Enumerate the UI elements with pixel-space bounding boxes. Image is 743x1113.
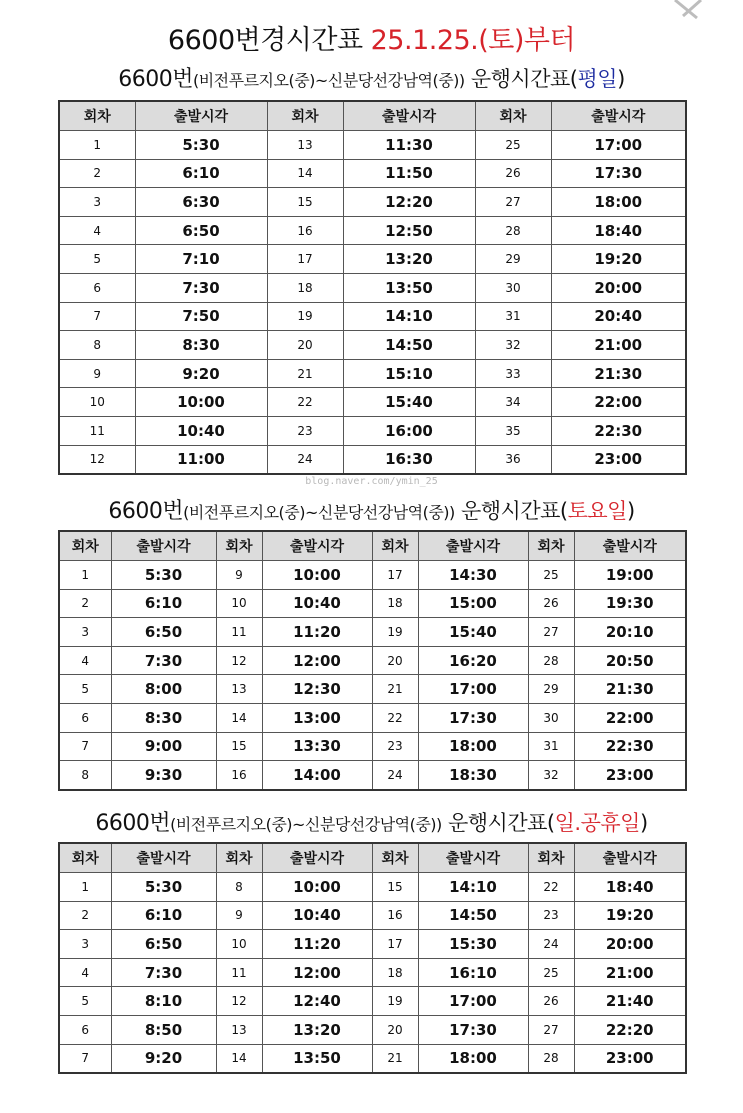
round-number-cell: 20 (372, 646, 418, 675)
round-number-cell: 18 (267, 273, 343, 302)
departure-time-cell: 20:50 (574, 646, 686, 675)
departure-time-cell: 17:30 (551, 159, 686, 188)
round-number-cell: 20 (267, 331, 343, 360)
header-round: 회차 (267, 101, 343, 131)
saturday-section-title (0, 494, 743, 525)
header-depart-time: 출발시각 (418, 843, 528, 873)
round-number-cell: 11 (59, 416, 135, 445)
round-number-cell: 17 (372, 930, 418, 959)
departure-time-cell: 7:10 (135, 245, 267, 274)
round-number-cell: 31 (528, 732, 574, 761)
round-number-cell: 10 (216, 589, 262, 618)
departure-time-cell: 10:40 (262, 589, 372, 618)
day-type-weekday: 평일 (577, 67, 618, 91)
round-number-cell: 6 (59, 273, 135, 302)
departure-time-cell: 22:20 (574, 1015, 686, 1044)
departure-time-cell: 8:50 (111, 1015, 216, 1044)
departure-time-cell: 5:30 (111, 873, 216, 902)
table-row (59, 1044, 686, 1073)
paren-close: ) (626, 499, 635, 523)
header-round: 회차 (59, 101, 135, 131)
departure-time-cell: 15:00 (418, 589, 528, 618)
header-round: 회차 (59, 531, 111, 561)
departure-time-cell: 21:40 (574, 987, 686, 1016)
day-type-saturday: 토요일 (567, 499, 627, 523)
table-row (59, 958, 686, 987)
paren-open: ( (569, 67, 578, 91)
departure-time-cell: 10:00 (262, 873, 372, 902)
round-number-cell: 18 (372, 589, 418, 618)
table-header-row (59, 101, 686, 131)
round-number-cell: 35 (475, 416, 551, 445)
round-number-cell: 14 (267, 159, 343, 188)
round-number-cell: 31 (475, 302, 551, 331)
round-number-cell: 23 (267, 416, 343, 445)
departure-time-cell: 22:00 (574, 703, 686, 732)
round-number-cell: 2 (59, 901, 111, 930)
header-depart-time: 출발시각 (262, 531, 372, 561)
departure-time-cell: 10:40 (135, 416, 267, 445)
departure-time-cell: 8:10 (111, 987, 216, 1016)
departure-time-cell: 16:10 (418, 958, 528, 987)
departure-time-cell: 7:30 (111, 646, 216, 675)
round-number-cell: 9 (59, 359, 135, 388)
watermark: blog.naver.com/ymin_25 (305, 476, 438, 487)
departure-time-cell: 18:00 (418, 732, 528, 761)
holiday-schedule-table (58, 842, 687, 1074)
round-number-cell: 12 (216, 987, 262, 1016)
departure-time-cell: 12:00 (262, 646, 372, 675)
round-number-cell: 16 (372, 901, 418, 930)
round-number-cell: 5 (59, 675, 111, 704)
table-row (59, 732, 686, 761)
departure-time-cell: 14:50 (343, 331, 475, 360)
header-depart-time: 출발시각 (551, 101, 686, 131)
round-number-cell: 24 (372, 761, 418, 790)
departure-time-cell: 19:00 (574, 561, 686, 590)
table-row (59, 675, 686, 704)
departure-time-cell: 6:50 (135, 216, 267, 245)
departure-time-cell: 14:10 (343, 302, 475, 331)
paren-close: ) (639, 811, 648, 835)
round-number-cell: 32 (528, 761, 574, 790)
round-number-cell: 1 (59, 873, 111, 902)
round-number-cell: 4 (59, 646, 111, 675)
round-number-cell: 13 (267, 131, 343, 160)
departure-time-cell: 18:30 (418, 761, 528, 790)
departure-time-cell: 12:40 (262, 987, 372, 1016)
round-number-cell: 2 (59, 159, 135, 188)
departure-time-cell: 18:00 (551, 188, 686, 217)
departure-time-cell: 18:00 (418, 1044, 528, 1073)
round-number-cell: 7 (59, 732, 111, 761)
round-number-cell: 20 (372, 1015, 418, 1044)
round-number-cell: 8 (59, 331, 135, 360)
round-number-cell: 25 (528, 561, 574, 590)
route-description: (비전푸르지오(중)~신분당선강남역(중)) (192, 71, 465, 90)
header-depart-time: 출발시각 (262, 843, 372, 873)
round-number-cell: 11 (216, 618, 262, 647)
round-number-cell: 8 (59, 761, 111, 790)
header-depart-time: 출발시각 (574, 843, 686, 873)
departure-time-cell: 10:40 (262, 901, 372, 930)
round-number-cell: 33 (475, 359, 551, 388)
round-number-cell: 9 (216, 901, 262, 930)
header-round: 회차 (59, 843, 111, 873)
departure-time-cell: 22:30 (551, 416, 686, 445)
departure-time-cell: 16:00 (343, 416, 475, 445)
departure-time-cell: 20:00 (574, 930, 686, 959)
page-title (0, 18, 743, 57)
departure-time-cell: 22:30 (574, 732, 686, 761)
round-number-cell: 19 (267, 302, 343, 331)
weekday-section-title (0, 62, 743, 93)
round-number-cell: 4 (59, 216, 135, 245)
round-number-cell: 22 (267, 388, 343, 417)
departure-time-cell: 10:00 (262, 561, 372, 590)
round-number-cell: 30 (528, 703, 574, 732)
departure-time-cell: 6:50 (111, 930, 216, 959)
route-number: 6600번 (118, 67, 193, 92)
departure-time-cell: 20:10 (574, 618, 686, 647)
weekday-schedule-table (58, 100, 687, 475)
round-number-cell: 14 (216, 703, 262, 732)
round-number-cell: 26 (528, 589, 574, 618)
departure-time-cell: 17:30 (418, 1015, 528, 1044)
departure-time-cell: 19:20 (574, 901, 686, 930)
round-number-cell: 9 (216, 561, 262, 590)
page-title-date: 25.1.25.(토)부터 (370, 25, 576, 56)
table-row (59, 388, 686, 417)
departure-time-cell: 18:40 (574, 873, 686, 902)
round-number-cell: 34 (475, 388, 551, 417)
departure-time-cell: 20:40 (551, 302, 686, 331)
round-number-cell: 12 (216, 646, 262, 675)
round-number-cell: 25 (528, 958, 574, 987)
departure-time-cell: 12:50 (343, 216, 475, 245)
table-row (59, 273, 686, 302)
departure-time-cell: 7:30 (135, 273, 267, 302)
round-number-cell: 27 (528, 1015, 574, 1044)
table-row (59, 873, 686, 902)
header-depart-time: 출발시각 (135, 101, 267, 131)
departure-time-cell: 17:30 (418, 703, 528, 732)
round-number-cell: 6 (59, 1015, 111, 1044)
departure-time-cell: 21:00 (551, 331, 686, 360)
table-row (59, 618, 686, 647)
round-number-cell: 14 (216, 1044, 262, 1073)
header-round: 회차 (475, 101, 551, 131)
round-number-cell: 17 (267, 245, 343, 274)
saturday-schedule-table (58, 530, 687, 791)
departure-time-cell: 9:20 (135, 359, 267, 388)
departure-time-cell: 19:30 (574, 589, 686, 618)
departure-time-cell: 13:50 (343, 273, 475, 302)
table-row (59, 646, 686, 675)
table-row (59, 359, 686, 388)
departure-time-cell: 11:50 (343, 159, 475, 188)
departure-time-cell: 13:20 (262, 1015, 372, 1044)
departure-time-cell: 11:20 (262, 930, 372, 959)
departure-time-cell: 15:10 (343, 359, 475, 388)
table-row (59, 445, 686, 474)
departure-time-cell: 13:50 (262, 1044, 372, 1073)
holiday-section-title (0, 806, 743, 837)
round-number-cell: 19 (372, 618, 418, 647)
round-number-cell: 3 (59, 188, 135, 217)
header-round: 회차 (372, 531, 418, 561)
table-row (59, 1015, 686, 1044)
round-number-cell: 6 (59, 703, 111, 732)
header-depart-time: 출발시각 (574, 531, 686, 561)
departure-time-cell: 13:00 (262, 703, 372, 732)
round-number-cell: 18 (372, 958, 418, 987)
round-number-cell: 7 (59, 302, 135, 331)
departure-time-cell: 11:00 (135, 445, 267, 474)
departure-time-cell: 15:40 (418, 618, 528, 647)
round-number-cell: 21 (372, 1044, 418, 1073)
departure-time-cell: 12:00 (262, 958, 372, 987)
departure-time-cell: 23:00 (551, 445, 686, 474)
round-number-cell: 26 (475, 159, 551, 188)
route-number: 6600번 (95, 811, 171, 836)
table-header-row (59, 843, 686, 873)
round-number-cell: 4 (59, 958, 111, 987)
departure-time-cell: 9:30 (111, 761, 216, 790)
round-number-cell: 1 (59, 561, 111, 590)
departure-time-cell: 23:00 (574, 761, 686, 790)
round-number-cell: 2 (59, 589, 111, 618)
departure-time-cell: 5:30 (111, 561, 216, 590)
round-number-cell: 3 (59, 930, 111, 959)
departure-time-cell: 15:40 (343, 388, 475, 417)
round-number-cell: 21 (267, 359, 343, 388)
departure-time-cell: 12:20 (343, 188, 475, 217)
round-number-cell: 28 (528, 646, 574, 675)
departure-time-cell: 6:10 (135, 159, 267, 188)
round-number-cell: 10 (59, 388, 135, 417)
departure-time-cell: 6:50 (111, 618, 216, 647)
departure-time-cell: 17:00 (418, 675, 528, 704)
departure-time-cell: 7:50 (135, 302, 267, 331)
departure-time-cell: 5:30 (135, 131, 267, 160)
departure-time-cell: 8:30 (111, 703, 216, 732)
round-number-cell: 5 (59, 245, 135, 274)
schedule-label: 운행시간표 (454, 499, 560, 523)
header-depart-time: 출발시각 (111, 531, 216, 561)
page-title-main: 6600변경시간표 (167, 25, 363, 56)
route-number: 6600번 (108, 499, 184, 524)
header-round: 회차 (528, 531, 574, 561)
round-number-cell: 13 (216, 1015, 262, 1044)
round-number-cell: 32 (475, 331, 551, 360)
table-row (59, 216, 686, 245)
paren-close: ) (617, 67, 625, 91)
schedule-label: 운행시간표 (464, 67, 570, 91)
round-number-cell: 28 (528, 1044, 574, 1073)
round-number-cell: 22 (372, 703, 418, 732)
round-number-cell: 23 (372, 732, 418, 761)
departure-time-cell: 13:30 (262, 732, 372, 761)
table-row (59, 188, 686, 217)
round-number-cell: 24 (267, 445, 343, 474)
round-number-cell: 17 (372, 561, 418, 590)
table-row (59, 761, 686, 790)
round-number-cell: 27 (475, 188, 551, 217)
table-row (59, 159, 686, 188)
round-number-cell: 1 (59, 131, 135, 160)
header-depart-time: 출발시각 (418, 531, 528, 561)
round-number-cell: 27 (528, 618, 574, 647)
round-number-cell: 16 (216, 761, 262, 790)
round-number-cell: 26 (528, 987, 574, 1016)
table-row (59, 302, 686, 331)
table-header-row (59, 531, 686, 561)
table-row (59, 589, 686, 618)
round-number-cell: 8 (216, 873, 262, 902)
departure-time-cell: 17:00 (418, 987, 528, 1016)
day-type-holiday: 일.공휴일 (554, 811, 640, 835)
header-round: 회차 (216, 531, 262, 561)
departure-time-cell: 10:00 (135, 388, 267, 417)
departure-time-cell: 16:20 (418, 646, 528, 675)
departure-time-cell: 12:30 (262, 675, 372, 704)
departure-time-cell: 7:30 (111, 958, 216, 987)
table-row (59, 930, 686, 959)
departure-time-cell: 6:10 (111, 901, 216, 930)
header-round: 회차 (372, 843, 418, 873)
departure-time-cell: 19:20 (551, 245, 686, 274)
round-number-cell: 13 (216, 675, 262, 704)
departure-time-cell: 17:00 (551, 131, 686, 160)
table-row (59, 561, 686, 590)
round-number-cell: 36 (475, 445, 551, 474)
round-number-cell: 11 (216, 958, 262, 987)
header-round: 회차 (528, 843, 574, 873)
round-number-cell: 25 (475, 131, 551, 160)
round-number-cell: 22 (528, 873, 574, 902)
departure-time-cell: 8:00 (111, 675, 216, 704)
departure-time-cell: 11:20 (262, 618, 372, 647)
round-number-cell: 29 (528, 675, 574, 704)
departure-time-cell: 13:20 (343, 245, 475, 274)
header-depart-time: 출발시각 (343, 101, 475, 131)
round-number-cell: 15 (372, 873, 418, 902)
table-row (59, 331, 686, 360)
table-row (59, 131, 686, 160)
table-row (59, 987, 686, 1016)
round-number-cell: 21 (372, 675, 418, 704)
departure-time-cell: 21:00 (574, 958, 686, 987)
departure-time-cell: 21:30 (574, 675, 686, 704)
round-number-cell: 24 (528, 930, 574, 959)
departure-time-cell: 16:30 (343, 445, 475, 474)
round-number-cell: 29 (475, 245, 551, 274)
round-number-cell: 10 (216, 930, 262, 959)
round-number-cell: 23 (528, 901, 574, 930)
route-description: (비전푸르지오(중)~신분당선강남역(중)) (183, 503, 455, 522)
table-row (59, 901, 686, 930)
round-number-cell: 28 (475, 216, 551, 245)
header-depart-time: 출발시각 (111, 843, 216, 873)
departure-time-cell: 14:10 (418, 873, 528, 902)
round-number-cell: 3 (59, 618, 111, 647)
table-row (59, 245, 686, 274)
departure-time-cell: 23:00 (574, 1044, 686, 1073)
departure-time-cell: 6:10 (111, 589, 216, 618)
round-number-cell: 12 (59, 445, 135, 474)
table-row (59, 703, 686, 732)
departure-time-cell: 11:30 (343, 131, 475, 160)
departure-time-cell: 22:00 (551, 388, 686, 417)
departure-time-cell: 14:50 (418, 901, 528, 930)
departure-time-cell: 14:30 (418, 561, 528, 590)
route-description: (비전푸르지오(중)~신분당선강남역(중)) (170, 815, 442, 834)
round-number-cell: 19 (372, 987, 418, 1016)
table-row (59, 416, 686, 445)
paren-open: ( (546, 811, 555, 835)
round-number-cell: 16 (267, 216, 343, 245)
schedule-label: 운행시간표 (441, 811, 547, 835)
paren-open: ( (559, 499, 568, 523)
departure-time-cell: 20:00 (551, 273, 686, 302)
header-round: 회차 (216, 843, 262, 873)
departure-time-cell: 21:30 (551, 359, 686, 388)
round-number-cell: 5 (59, 987, 111, 1016)
departure-time-cell: 18:40 (551, 216, 686, 245)
round-number-cell: 15 (216, 732, 262, 761)
round-number-cell: 7 (59, 1044, 111, 1073)
round-number-cell: 30 (475, 273, 551, 302)
round-number-cell: 15 (267, 188, 343, 217)
departure-time-cell: 6:30 (135, 188, 267, 217)
departure-time-cell: 15:30 (418, 930, 528, 959)
departure-time-cell: 9:20 (111, 1044, 216, 1073)
departure-time-cell: 14:00 (262, 761, 372, 790)
departure-time-cell: 9:00 (111, 732, 216, 761)
departure-time-cell: 8:30 (135, 331, 267, 360)
